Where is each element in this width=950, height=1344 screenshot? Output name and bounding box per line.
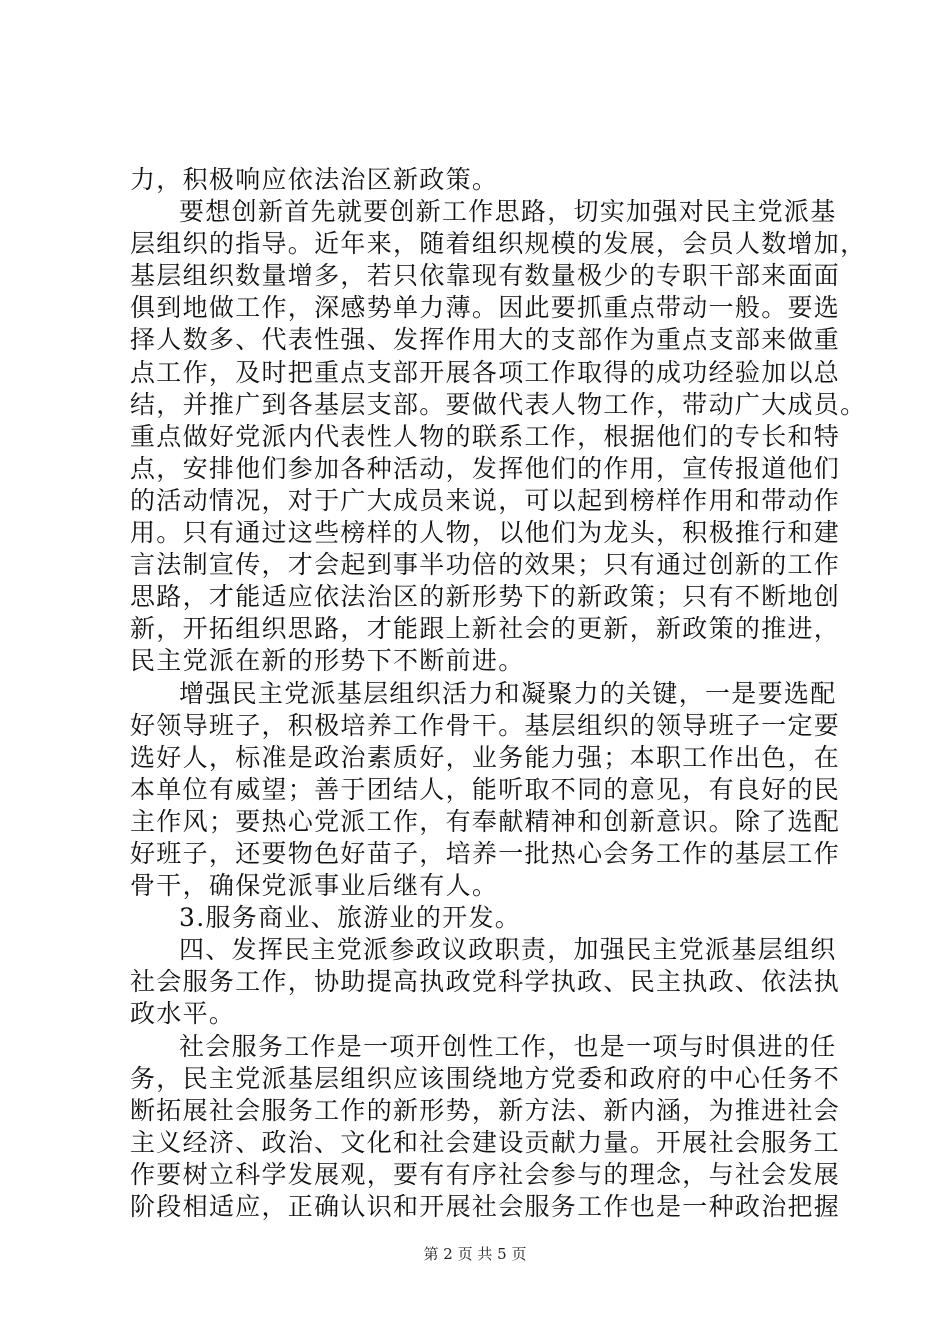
text-line: 层组织的指导。近年来，随着组织规模的发展，会员人数增加，: [130, 229, 867, 259]
text-line: 主义经济、政治、文化和社会建设贡献力量。开展社会服务工: [130, 1127, 841, 1157]
text-line: 用。只有通过这些榜样的人物，以他们为龙头，积极推行和建: [130, 518, 841, 548]
text-line: 重点做好党派内代表性人物的联系工作，根据他们的专长和特: [130, 421, 841, 451]
document-body: [130, 164, 867, 1223]
text-line: 骨干，确保党派事业后继有人。: [130, 871, 499, 901]
text-line: 社会服务工作，协助提高执政党科学执政、民主执政、依法执: [130, 967, 841, 997]
text-line: 增强民主党派基层组织活力和凝聚力的关键，一是要选配: [179, 678, 837, 708]
text-line: 主作风；要热心党派工作，有奉献精神和创新意识。除了选配: [130, 806, 841, 836]
text-line: 阶段相适应，正确认识和开展社会服务工作也是一种政治把握: [130, 1192, 841, 1221]
text-line: 3.服务商业、旅游业的开发。: [179, 903, 522, 933]
text-line: 点，安排他们参加各种活动，发挥他们的作用，宣传报道他们: [130, 453, 841, 483]
text-line: 作要树立科学发展观，要有有序社会参与的理念，与社会发展: [130, 1159, 841, 1189]
text-line: 要想创新首先就要创新工作思路，切实加强对民主党派基: [179, 197, 837, 227]
text-line: 的活动情况，对于广大成员来说，可以起到榜样作用和带动作: [130, 485, 841, 515]
text-line: 断拓展社会服务工作的新形势，新方法、新内涵，为推进社会: [130, 1095, 841, 1125]
text-line: 好领导班子，积极培养工作骨干。基层组织的领导班子一定要: [130, 710, 841, 740]
text-line: 思路，才能适应依法治区的新形势下的新政策；只有不断地创: [130, 582, 841, 612]
text-line: 本单位有威望；善于团结人，能听取不同的意见，有良好的民: [130, 774, 841, 804]
text-line: 选好人，标准是政治素质好，业务能力强；本职工作出色，在: [130, 742, 841, 772]
text-line: 结，并推广到各基层支部。要做代表人物工作，带动广大成员。: [130, 389, 867, 419]
text-line: 俱到地做工作，深感势单力薄。因此要抓重点带动一般。要选: [130, 293, 841, 323]
text-line: 择人数多、代表性强、发挥作用大的支部作为重点支部来做重: [130, 325, 841, 355]
text-line: 好班子，还要物色好苗子，培养一批热心会务工作的基层工作: [130, 838, 841, 868]
text-line: 务，民主党派基层组织应该围绕地方党委和政府的中心任务不: [130, 1063, 841, 1093]
text-line: 政水平。: [130, 999, 236, 1029]
text-line: 基层组织数量增多，若只依靠现有数量极少的专职干部来面面: [130, 261, 841, 291]
text-line: 力，积极响应依法治区新政策。: [130, 165, 499, 194]
page-footer: 第 2 页 共 5 页: [423, 1245, 527, 1263]
text-line: 民主党派在新的形势下不断前进。: [130, 646, 525, 676]
text-line: 言法制宣传，才会起到事半功倍的效果；只有通过创新的工作: [130, 550, 841, 580]
text-line: 四、发挥民主党派参政议政职责，加强民主党派基层组织: [179, 935, 837, 965]
text-line: 新，开拓组织思路，才能跟上新社会的更新，新政策的推进，: [130, 614, 841, 644]
text-line: 点工作，及时把重点支部开展各项工作取得的成功经验加以总: [130, 357, 841, 387]
text-line: 社会服务工作是一项开创性工作，也是一项与时俱进的任: [179, 1031, 837, 1061]
